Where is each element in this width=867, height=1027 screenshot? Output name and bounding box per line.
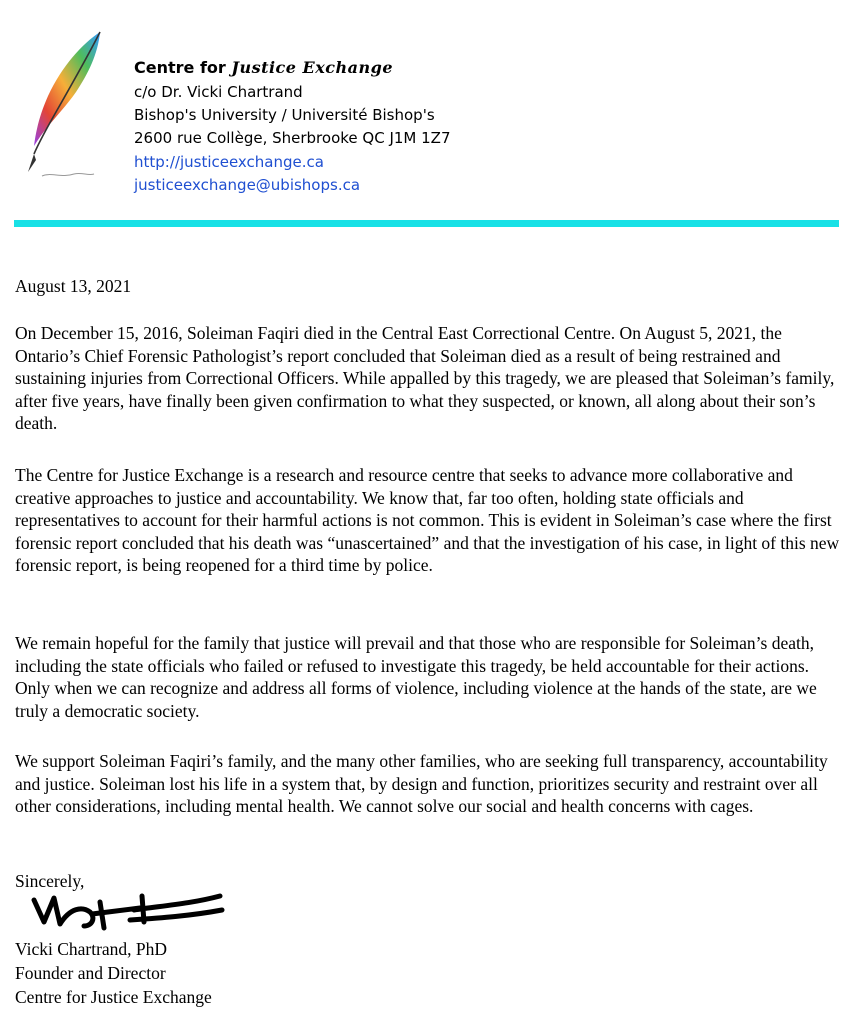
letter-paragraph: The Centre for Justice Exchange is a research and resource centre that seeks to advance more collaborative and creative approaches to justice and accountability. We know that, far too often, holding state officials and representatives to account for their harmful actions is not common. This is evident in Soleiman’s case where the first forensic report concluded that his death was “unascertained” and that the investigation of his case, in light of this new forensic report, is being reopened for a third time by police. bbox=[15, 465, 840, 576]
address-line-street: 2600 rue Collège, Sherbrooke QC J1M 1Z7 bbox=[134, 129, 451, 147]
org-name bbox=[134, 57, 393, 79]
signatory-title: Founder and Director bbox=[15, 963, 166, 983]
signature-block bbox=[15, 937, 212, 1009]
email-link[interactable]: justiceexchange@ubishops.ca bbox=[134, 176, 361, 194]
letter-paragraph: We remain hopeful for the family that justice will prevail and that those who are responsible for Soleiman’s death, including the state officials who failed or refused to investigate this tragedy, be held accountable for their actions. Only when we can recognize and address all forms of violence, including violence at the hands of the state, are we truly a democratic society. bbox=[15, 633, 817, 721]
website-link[interactable]: http://justiceexchange.ca bbox=[134, 153, 324, 171]
letter-paragraph: On December 15, 2016, Soleiman Faqiri died in the Central East Correctional Centre. On August 5, 2021, the Ontario’s Chief Forensic Pathologist’s report concluded that Soleiman died as a result of being restrained and sustaining injuries from Correctional Officers. While appalled by this tragedy, we are pleased that Soleiman’s family, after five years, have finally been given confirmation to what they suspected, or known, all along about their son’s death. bbox=[15, 323, 835, 434]
quill-logo-icon bbox=[22, 26, 112, 188]
signatory-organization: Centre for Justice Exchange bbox=[15, 987, 212, 1007]
address-line-contact: c/o Dr. Vicki Chartrand bbox=[134, 83, 303, 101]
header-divider bbox=[14, 220, 839, 227]
handwritten-signature bbox=[30, 888, 230, 938]
letter-closing: Sincerely, bbox=[15, 871, 85, 891]
org-name-stylized: Justice Exchange bbox=[231, 58, 394, 77]
letter-date: August 13, 2021 bbox=[15, 276, 132, 296]
org-name-prefix: Centre for bbox=[134, 58, 226, 77]
letter-paragraph: We support Soleiman Faqiri’s family, and the many other families, who are seeking full transparency, accountability and justice. Soleiman lost his life in a system that, by design and function, prioritizes security and restraint over all other considerations, including mental health. We cannot solve our social and health concerns with cages. bbox=[15, 751, 828, 817]
signatory-name: Vicki Chartrand, PhD bbox=[15, 939, 168, 959]
address-line-university: Bishop's University / Université Bishop's bbox=[134, 106, 435, 124]
